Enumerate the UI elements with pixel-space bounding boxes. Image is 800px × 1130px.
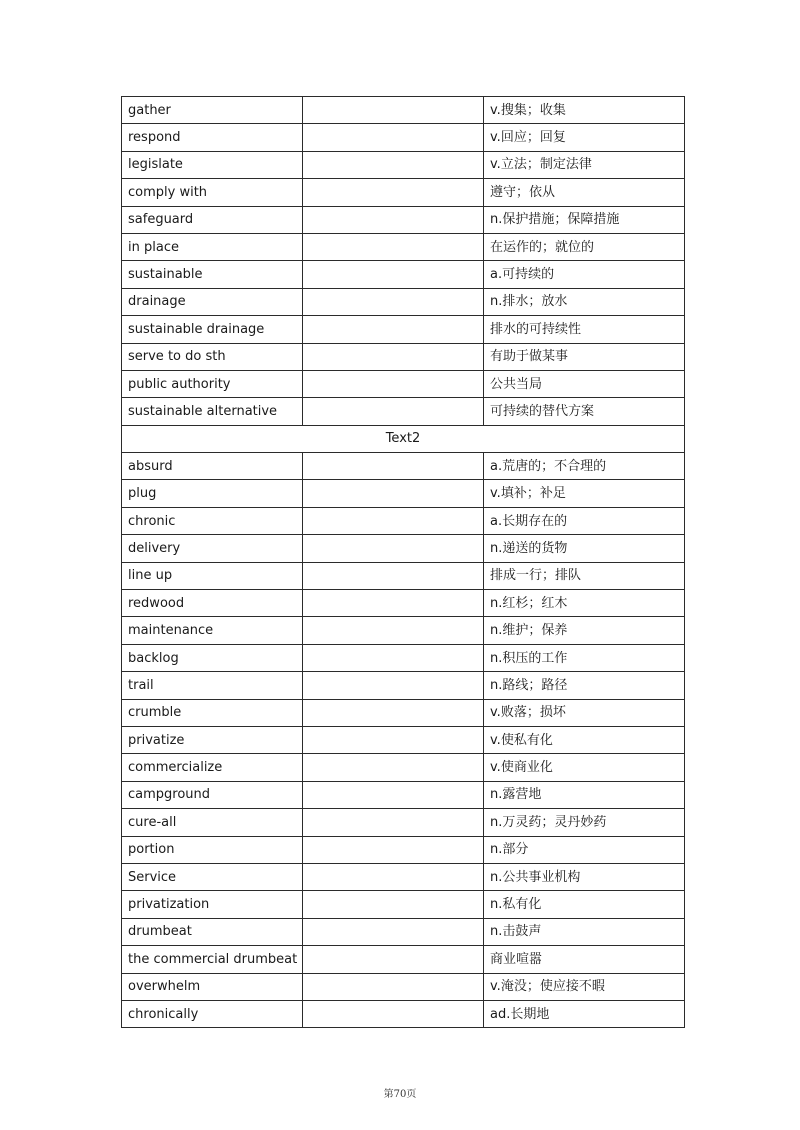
- word-cell: respond: [122, 124, 303, 151]
- table-row: [122, 261, 685, 288]
- blank-cell: [303, 562, 484, 589]
- table-row: [122, 726, 685, 753]
- meaning-cell: v.败落；损坏: [484, 699, 685, 726]
- word-cell: sustainable: [122, 261, 303, 288]
- meaning-cell: n.积压的工作: [484, 644, 685, 671]
- table-row: [122, 316, 685, 343]
- meaning-cell: n.维护；保养: [484, 617, 685, 644]
- word-cell: trail: [122, 672, 303, 699]
- word-cell: backlog: [122, 644, 303, 671]
- blank-cell: [303, 453, 484, 480]
- word-cell: absurd: [122, 453, 303, 480]
- blank-cell: [303, 891, 484, 918]
- word-cell: cure-all: [122, 809, 303, 836]
- blank-cell: [303, 973, 484, 1000]
- blank-cell: [303, 343, 484, 370]
- meaning-cell: n.路线；路径: [484, 672, 685, 699]
- vocabulary-table: [121, 96, 685, 1028]
- word-cell: comply with: [122, 179, 303, 206]
- word-cell: line up: [122, 562, 303, 589]
- blank-cell: [303, 507, 484, 534]
- table-row: [122, 973, 685, 1000]
- table-row: [122, 97, 685, 124]
- word-cell: maintenance: [122, 617, 303, 644]
- table-row: [122, 535, 685, 562]
- table-row: [122, 398, 685, 425]
- table-row: [122, 863, 685, 890]
- word-cell: chronic: [122, 507, 303, 534]
- word-cell: privatize: [122, 726, 303, 753]
- table-row: [122, 891, 685, 918]
- blank-cell: [303, 590, 484, 617]
- table-row: [122, 562, 685, 589]
- blank-cell: [303, 644, 484, 671]
- word-cell: commercialize: [122, 754, 303, 781]
- meaning-cell: n.万灵药；灵丹妙药: [484, 809, 685, 836]
- table-row: [122, 918, 685, 945]
- blank-cell: [303, 617, 484, 644]
- word-cell: redwood: [122, 590, 303, 617]
- vocabulary-table-body: [122, 97, 685, 1028]
- table-row: [122, 672, 685, 699]
- meaning-cell: n.私有化: [484, 891, 685, 918]
- meaning-cell: n.公共事业机构: [484, 863, 685, 890]
- table-row: [122, 590, 685, 617]
- word-cell: safeguard: [122, 206, 303, 233]
- blank-cell: [303, 699, 484, 726]
- table-row: [122, 206, 685, 233]
- table-row: [122, 507, 685, 534]
- section-header-row: [122, 425, 685, 452]
- table-row: [122, 124, 685, 151]
- word-cell: Service: [122, 863, 303, 890]
- blank-cell: [303, 754, 484, 781]
- blank-cell: [303, 809, 484, 836]
- blank-cell: [303, 124, 484, 151]
- blank-cell: [303, 863, 484, 890]
- blank-cell: [303, 946, 484, 973]
- word-cell: sustainable alternative: [122, 398, 303, 425]
- table-row: [122, 754, 685, 781]
- word-cell: crumble: [122, 699, 303, 726]
- meaning-cell: v.使私有化: [484, 726, 685, 753]
- table-row: [122, 644, 685, 671]
- meaning-cell: v.搜集；收集: [484, 97, 685, 124]
- meaning-cell: n.保护措施；保障措施: [484, 206, 685, 233]
- blank-cell: [303, 726, 484, 753]
- meaning-cell: n.击鼓声: [484, 918, 685, 945]
- word-cell: gather: [122, 97, 303, 124]
- blank-cell: [303, 672, 484, 699]
- blank-cell: [303, 179, 484, 206]
- meaning-cell: v.填补；补足: [484, 480, 685, 507]
- word-cell: sustainable drainage: [122, 316, 303, 343]
- meaning-cell: a.可持续的: [484, 261, 685, 288]
- word-cell: the commercial drumbeat: [122, 946, 303, 973]
- blank-cell: [303, 918, 484, 945]
- word-cell: in place: [122, 233, 303, 260]
- meaning-cell: 有助于做某事: [484, 343, 685, 370]
- meaning-cell: n.部分: [484, 836, 685, 863]
- blank-cell: [303, 206, 484, 233]
- meaning-cell: a.长期存在的: [484, 507, 685, 534]
- meaning-cell: v.淹没；使应接不暇: [484, 973, 685, 1000]
- table-row: [122, 288, 685, 315]
- word-cell: drumbeat: [122, 918, 303, 945]
- word-cell: campground: [122, 781, 303, 808]
- word-cell: delivery: [122, 535, 303, 562]
- blank-cell: [303, 261, 484, 288]
- meaning-cell: a.荒唐的；不合理的: [484, 453, 685, 480]
- blank-cell: [303, 288, 484, 315]
- meaning-cell: v.回应；回复: [484, 124, 685, 151]
- word-cell: legislate: [122, 151, 303, 178]
- word-cell: public authority: [122, 370, 303, 397]
- meaning-cell: 商业喧嚣: [484, 946, 685, 973]
- word-cell: plug: [122, 480, 303, 507]
- blank-cell: [303, 398, 484, 425]
- word-cell: privatization: [122, 891, 303, 918]
- table-row: [122, 343, 685, 370]
- table-row: [122, 151, 685, 178]
- meaning-cell: ad.长期地: [484, 1000, 685, 1027]
- blank-cell: [303, 535, 484, 562]
- blank-cell: [303, 233, 484, 260]
- meaning-cell: 可持续的替代方案: [484, 398, 685, 425]
- blank-cell: [303, 151, 484, 178]
- table-row: [122, 480, 685, 507]
- meaning-cell: n.红杉；红木: [484, 590, 685, 617]
- table-row: [122, 370, 685, 397]
- table-row: [122, 809, 685, 836]
- table-row: [122, 781, 685, 808]
- blank-cell: [303, 781, 484, 808]
- table-row: [122, 946, 685, 973]
- word-cell: serve to do sth: [122, 343, 303, 370]
- table-row: [122, 453, 685, 480]
- table-row: [122, 836, 685, 863]
- table-row: [122, 179, 685, 206]
- section-title: Text2: [122, 425, 685, 452]
- table-row: [122, 233, 685, 260]
- blank-cell: [303, 370, 484, 397]
- meaning-cell: v.使商业化: [484, 754, 685, 781]
- meaning-cell: 公共当局: [484, 370, 685, 397]
- blank-cell: [303, 97, 484, 124]
- blank-cell: [303, 480, 484, 507]
- meaning-cell: 遵守；依从: [484, 179, 685, 206]
- table-row: [122, 617, 685, 644]
- meaning-cell: 排成一行；排队: [484, 562, 685, 589]
- word-cell: chronically: [122, 1000, 303, 1027]
- blank-cell: [303, 316, 484, 343]
- meaning-cell: 排水的可持续性: [484, 316, 685, 343]
- word-cell: portion: [122, 836, 303, 863]
- meaning-cell: n.递送的货物: [484, 535, 685, 562]
- word-cell: drainage: [122, 288, 303, 315]
- meaning-cell: v.立法；制定法律: [484, 151, 685, 178]
- table-row: [122, 1000, 685, 1027]
- blank-cell: [303, 1000, 484, 1027]
- page-number: 第70页: [383, 1089, 417, 1100]
- meaning-cell: n.排水；放水: [484, 288, 685, 315]
- word-cell: overwhelm: [122, 973, 303, 1000]
- table-row: [122, 699, 685, 726]
- meaning-cell: 在运作的；就位的: [484, 233, 685, 260]
- blank-cell: [303, 836, 484, 863]
- meaning-cell: n.露营地: [484, 781, 685, 808]
